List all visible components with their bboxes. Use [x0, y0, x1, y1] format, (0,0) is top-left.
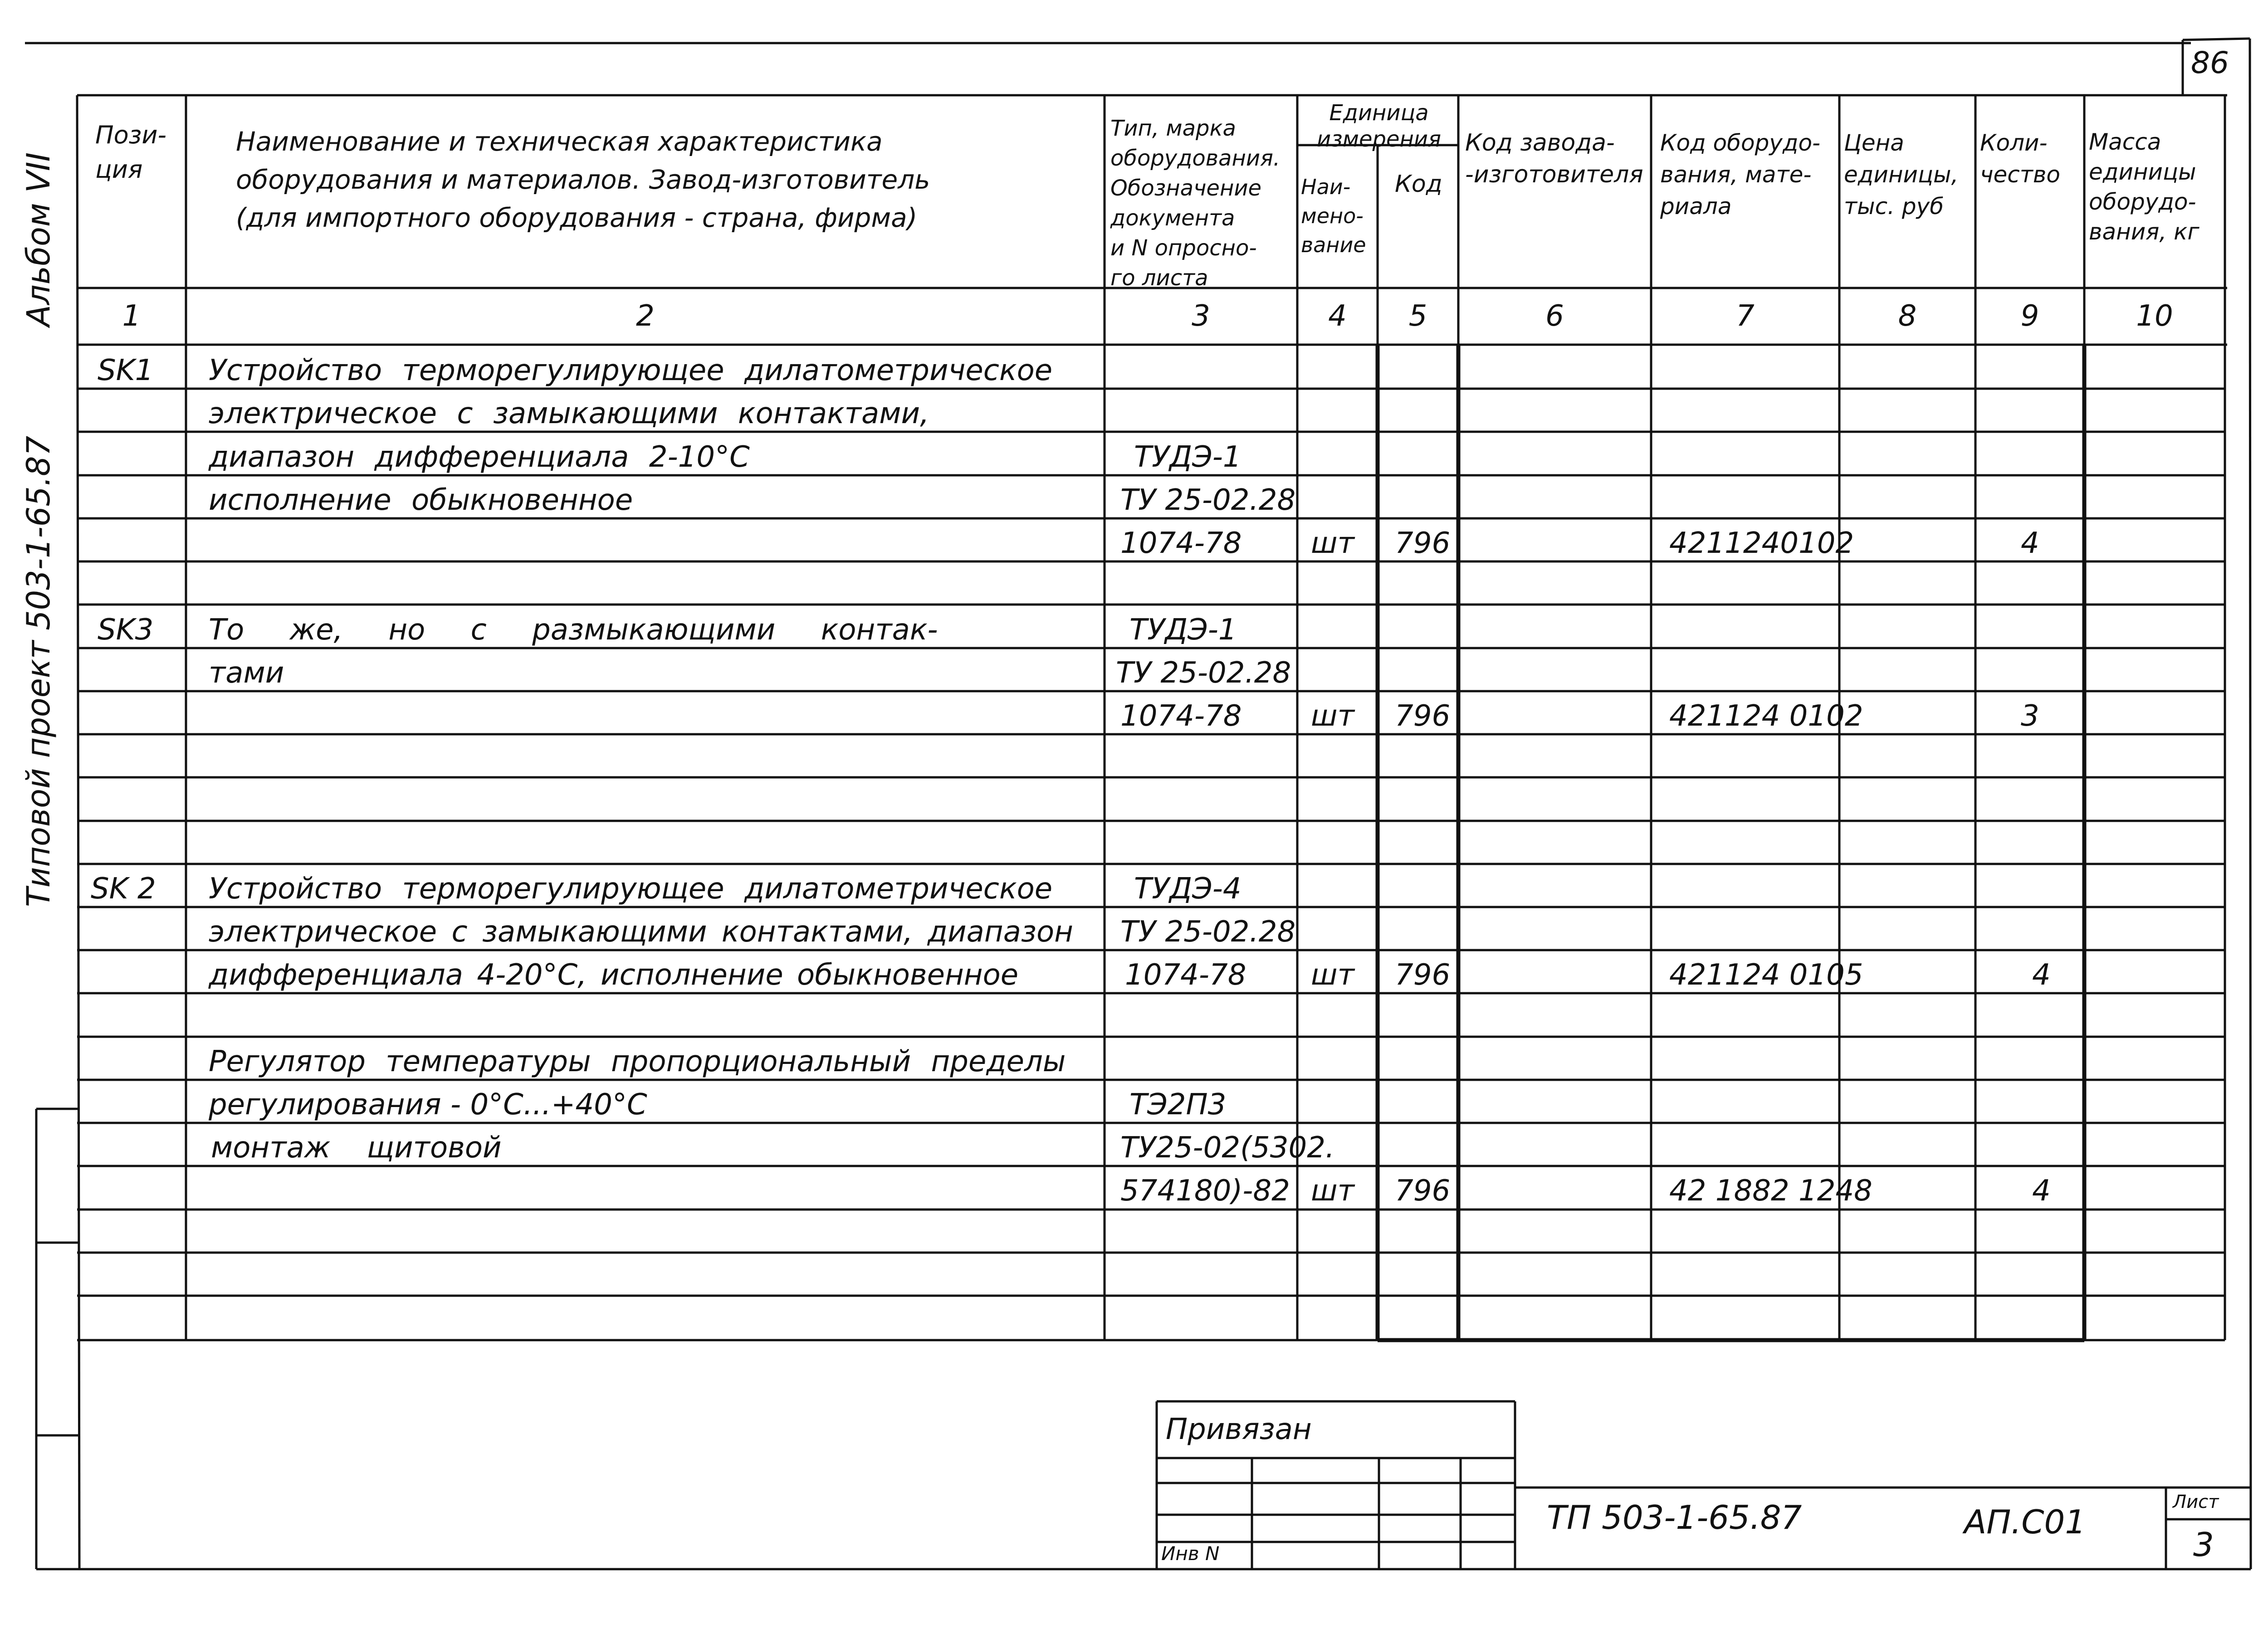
cell-type: ТУДЭ-1: [1134, 440, 1242, 474]
cell-type: ТУ 25-02.28: [1116, 656, 1291, 690]
header-col2: Наименование и техническая характеристика оборудования и материалов. Завод-изготовитель (для импортного оборудования - страна, фирма): [236, 126, 930, 233]
cell-unit: шт: [1311, 958, 1354, 992]
cell-code: 796: [1395, 699, 1451, 733]
cell-position: SK 2: [91, 872, 156, 906]
cell-name: То же, но с размыкающими контак-: [209, 613, 938, 647]
cell-quantity: 4: [2032, 958, 2051, 992]
column-number: 1: [122, 299, 141, 333]
header-col10: Масса единицы оборудо- вания, кг: [2089, 129, 2200, 245]
column-number: 5: [1408, 299, 1427, 333]
cell-quantity: 3: [2021, 699, 2039, 733]
column-number: 3: [1192, 299, 1210, 333]
cell-name: дифференциала 4-20°C, исполнение обыкновенное: [209, 958, 1019, 992]
header-col9: Коли- чество: [1980, 130, 2060, 188]
cell-position: SK3: [98, 613, 154, 647]
sheet-number: 3: [2193, 1526, 2214, 1564]
cell-name: Устройство терморегулирующее дилатометрическое: [209, 872, 1053, 906]
cell-name: монтаж щитовой: [211, 1131, 502, 1165]
cell-name: регулирования - 0°C...+40°C: [209, 1088, 647, 1122]
column-number: 4: [1328, 299, 1347, 333]
cell-name: электрическое с замыкающими контактами,: [209, 397, 929, 430]
cell-code: 796: [1395, 1174, 1451, 1208]
header-col5: Код: [1395, 171, 1442, 198]
project-label: Типовой проект 503-1-65.87: [20, 435, 57, 907]
cell-type: ТУДЭ-4: [1134, 872, 1242, 906]
cell-name: тами: [209, 656, 284, 690]
document-mark: АП.С01: [1964, 1503, 2086, 1541]
header-col4: Наи- мено- вание: [1301, 175, 1366, 257]
column-number: 7: [1736, 299, 1755, 333]
cell-position: SK1: [98, 354, 154, 387]
cell-name: электрическое с замыкающими контактами, диапазон: [209, 915, 1073, 949]
cell-type: 574180)-82: [1120, 1174, 1290, 1208]
sheet-label: Лист: [2173, 1492, 2219, 1512]
cell-code: 796: [1395, 958, 1451, 992]
attached-label: Привязан: [1166, 1413, 1312, 1446]
cell-equipment-code: 4211240102: [1669, 527, 1854, 560]
cell-equipment-code: 421124 0105: [1669, 958, 1863, 992]
cell-unit: шт: [1311, 527, 1354, 560]
page-number: 86: [2191, 45, 2229, 80]
album-label: Альбом VII: [20, 152, 57, 327]
column-number: 2: [636, 299, 655, 333]
cell-name: диапазон дифференциала 2-10°C: [209, 440, 750, 474]
cell-name: исполнение обыкновенное: [209, 483, 633, 517]
cell-name: Устройство терморегулирующее дилатометрическое: [209, 354, 1053, 387]
cell-type: ТУ 25-02.28: [1120, 915, 1296, 949]
inventory-number-label: Инв N: [1161, 1542, 1220, 1565]
cell-type: 1074-78: [1125, 958, 1246, 992]
cell-equipment-code: 42 1882 1248: [1669, 1174, 1872, 1208]
column-number: 9: [2020, 299, 2039, 333]
cell-type: 1074-78: [1120, 699, 1242, 733]
header-col1: Пози- ция: [95, 121, 166, 184]
cell-type: ТУ 25-02.28: [1120, 483, 1296, 517]
column-number: 10: [2136, 299, 2173, 333]
header-col8: Цена единицы, тыс. руб: [1844, 130, 1959, 219]
cell-name: Регулятор температуры пропорциональный пределы: [209, 1045, 1066, 1078]
cell-type: ТЭ2П3: [1129, 1088, 1227, 1122]
cell-equipment-code: 421124 0102: [1669, 699, 1863, 733]
cell-quantity: 4: [2021, 527, 2039, 560]
cell-unit: шт: [1311, 699, 1354, 733]
column-number: 6: [1545, 299, 1564, 333]
header-unit-group: Единица измерения: [1317, 100, 1441, 152]
header-col6: Код завода- -изготовителя: [1465, 129, 1643, 188]
column-number: 8: [1898, 299, 1917, 333]
cell-unit: шт: [1311, 1174, 1354, 1208]
header-col7: Код оборудо- вания, мате- риала: [1660, 130, 1821, 219]
cell-type: ТУДЭ-1: [1129, 613, 1237, 647]
cell-type: ТУ25-02(5302.: [1120, 1131, 1335, 1165]
header-col3: Тип, марка оборудования. Обозначение документа и N опросно- го листа: [1110, 116, 1281, 291]
cell-code: 796: [1395, 527, 1451, 560]
cell-type: 1074-78: [1120, 527, 1242, 560]
document-code: ТП 503-1-65.87: [1547, 1498, 1802, 1536]
cell-quantity: 4: [2032, 1174, 2051, 1208]
